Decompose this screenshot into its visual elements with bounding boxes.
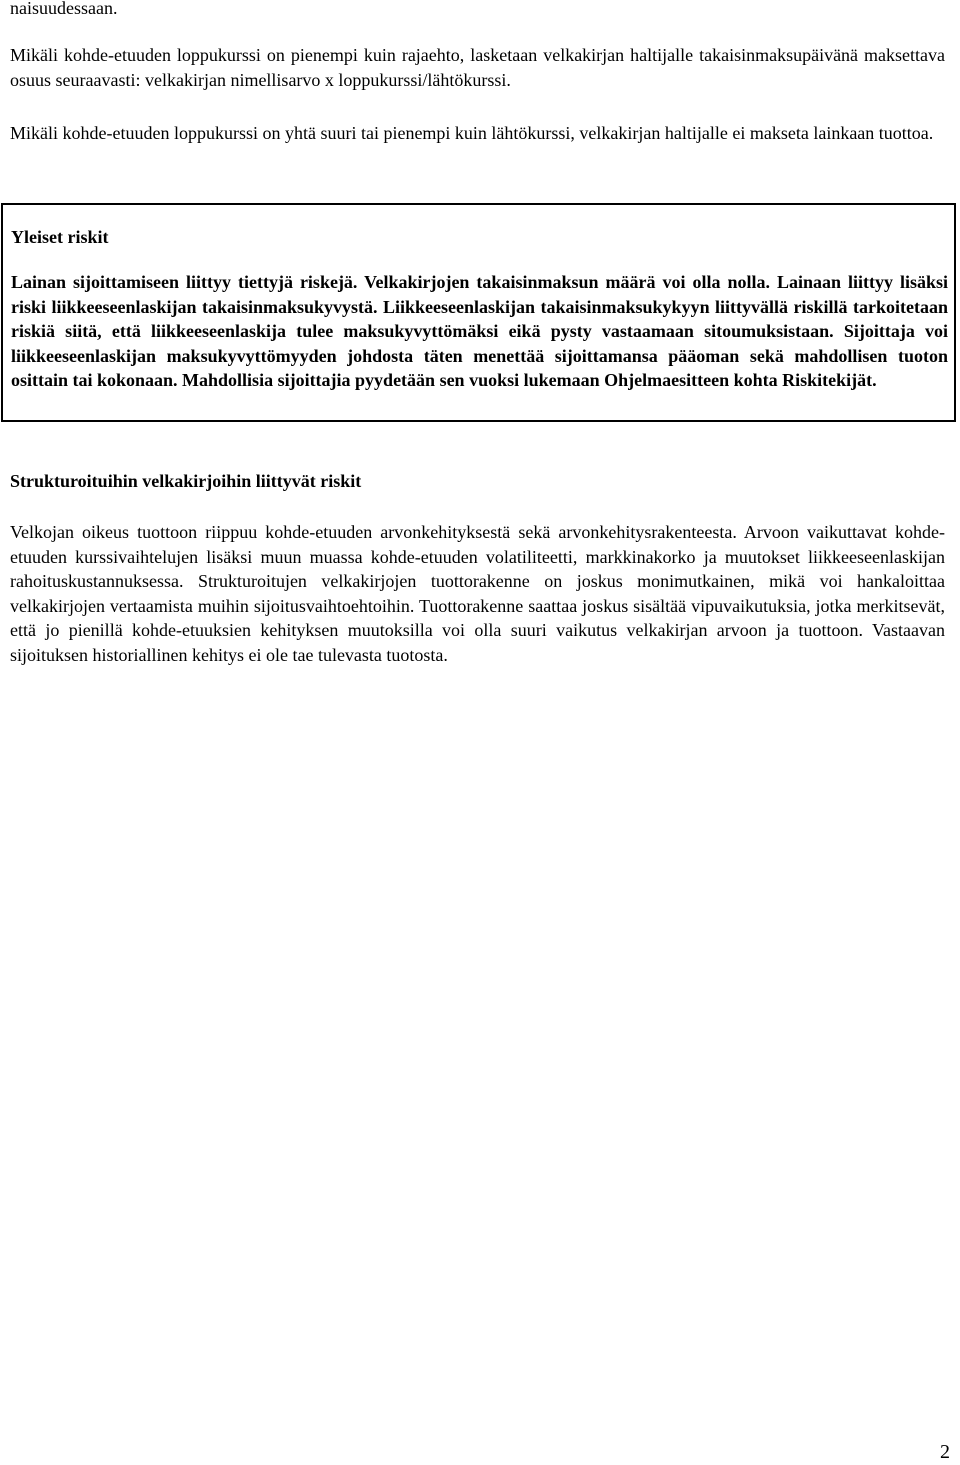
structured-risks-heading: Strukturoituihin velkakirjoihin liittyvät riskit <box>10 471 362 491</box>
general-risks-box <box>1 203 956 422</box>
general-risks-heading: Yleiset riskit <box>11 227 109 247</box>
general-risks-text: Lainan sijoittamiseen liittyy tiettyjä riskejä. Velkakirjojen takaisinmaksun määrä voi olla nolla. Lainaan liittyy lisäksi riski liikkeeseenlaskijan takaisinmaksukyvystä. Liikkeeseenlaskijan takaisinmaksukykyyn liittyvällä riskillä tarkoitetaan riskiä siitä, että liikkeeseenlaskija tulee maksukyvyttömäksi eikä pysty vastaamaan sitoumuksistaan. Sijoittaja voi liikkeeseenlaskijan maksukyvyttömyyden johdosta täten menettää sijoittamansa pääoman sekä mahdollisen tuoton osittain tai kokonaan. Mahdollisia sijoittajia pyydetään sen vuoksi lukemaan Ohjelmaesitteen kohta Riskitekijät. <box>11 272 948 390</box>
structured-risks-text: Velkojan oikeus tuottoon riippuu kohde-etuuden arvonkehityksestä sekä arvonkehitysrakenteesta. Arvoon vaikuttavat kohde-etuuden kurssivaihtelujen lisäksi muun muassa kohde-etuuden volatiliteetti, markkinakorko ja muutokset liikkeeseenlaskijan rahoituskustannuksessa. Strukturoitujen velkakirjojen tuottorakenne on joskus monimutkainen, mikä voi hankaloittaa velkakirjojen vertaamista muihin sijoitusvaihtoehtoihin. Tuottorakenne saattaa joskus sisältää vipuvaikutuksia, jotka merkitsevät, että jo pienillä kohde-etuuksien kehityksen muutoksilla voi olla suuri vaikutus velkakirjan arvoon ja tuottoon. Vastaavan sijoituksen historiallinen kehitys ei ole tae tulevasta tuotosta. <box>10 522 945 665</box>
page-number: 2 <box>940 1441 950 1463</box>
repayment-paragraph: Mikäli kohde-etuuden loppukurssi on pienempi kuin rajaehto, lasketaan velkakirjan haltijalle takaisinmaksupäivänä maksettava osuus seuraavasti: velkakirjan nimellisarvo x loppukurssi/lähtökurssi. <box>10 45 945 90</box>
no-return-paragraph: Mikäli kohde-etuuden loppukurssi on yhtä suuri tai pienempi kuin lähtökurssi, velkakirjan haltijalle ei makseta lainkaan tuottoa. <box>10 123 934 143</box>
continued-text-fragment: naisuudessaan. <box>10 0 118 18</box>
